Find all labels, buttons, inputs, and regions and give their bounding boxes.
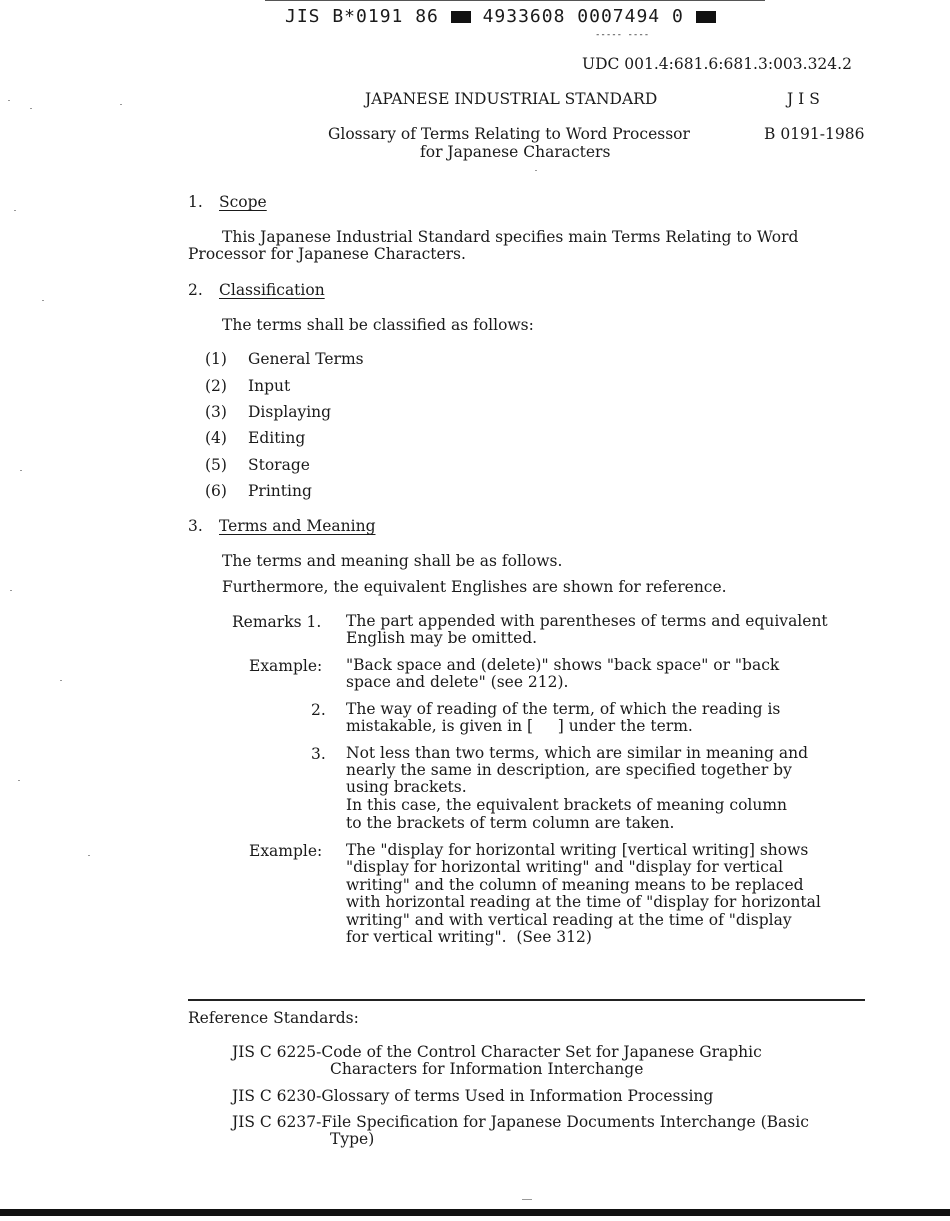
reference-item-3-line-2: Type) — [330, 1130, 375, 1148]
terms-intro-2: Furthermore, the equivalent Englishes are shown for reference. — [222, 578, 727, 596]
terms-intro-1: The terms and meaning shall be as follows. — [222, 552, 563, 570]
jis-label: J I S — [787, 90, 820, 108]
scan-speck — [30, 108, 32, 109]
classification-intro: The terms shall be classified as follows: — [222, 316, 534, 334]
code-dash: ----- ---- — [595, 30, 650, 40]
scan-speck — [42, 300, 44, 301]
scope-text-line-1: This Japanese Industrial Standard specifies main Terms Relating to Word — [222, 228, 799, 246]
scan-speck — [18, 780, 20, 781]
remark-3-line-5: to the brackets of term column are taken. — [346, 814, 675, 832]
example-2-line-3: writing" and the column of meaning means to be replaced — [346, 876, 804, 894]
reference-item-1-line-1: JIS C 6225-Code of the Control Character Set for Japanese Graphic — [232, 1043, 762, 1061]
list-item-number: (4) — [205, 429, 227, 447]
remark-1-line-2: English may be omitted. — [346, 629, 538, 647]
list-item-label: Input — [248, 377, 291, 395]
bottom-scan-bar — [0, 1209, 950, 1216]
list-item-number: (5) — [205, 456, 227, 474]
list-item-number: (2) — [205, 377, 227, 395]
list-item-number: (3) — [205, 403, 227, 421]
list-item-label: Editing — [248, 429, 306, 447]
remark-2-number: 2. — [311, 701, 326, 719]
remark-3-line-1: Not less than two terms, which are similar in meaning and — [346, 744, 808, 762]
code-line — [285, 6, 716, 27]
scan-speck — [60, 680, 62, 681]
example-1-line-2: space and delete" (see 212). — [346, 673, 569, 691]
list-item-label: General Terms — [248, 350, 364, 368]
example-2-line-6: for vertical writing". (See 312) — [346, 928, 592, 946]
code-line-part-2: 4933608 0007494 0 — [482, 6, 684, 27]
example-2-label: Example: — [249, 842, 323, 860]
remark-3-line-2: nearly the same in description, are specified together by — [346, 761, 792, 779]
remark-2-line-1: The way of reading of the term, of which the reading is — [346, 700, 781, 718]
remark-3-line-3: using brackets. — [346, 778, 467, 796]
section-2-number: 2. — [188, 281, 203, 299]
section-3-number: 3. — [188, 517, 203, 535]
section-1-title: Scope — [219, 193, 267, 211]
remark-3-line-4: In this case, the equivalent brackets of meaning column — [346, 796, 788, 814]
reference-heading: Reference Standards: — [188, 1009, 359, 1027]
list-item-label: Displaying — [248, 403, 332, 421]
example-2-line-2: "display for horizontal writing" and "display for vertical — [346, 858, 784, 876]
remark-3-number: 3. — [311, 745, 326, 763]
scan-speck — [88, 855, 90, 856]
section-2-title: Classification — [219, 281, 325, 299]
example-2-line-5: writing" and with vertical reading at the time of "display — [346, 911, 792, 929]
udc-code: UDC 001.4:681.6:681.3:003.324.2 — [582, 55, 852, 73]
example-2-line-4: with horizontal reading at the time of "display for horizontal — [346, 893, 821, 911]
scan-speck — [535, 170, 537, 171]
standard-number: B 0191-1986 — [764, 125, 865, 143]
black-block-mark — [451, 11, 471, 23]
list-item-label: Printing — [248, 482, 312, 500]
remarks-label: Remarks 1. — [232, 613, 322, 631]
scan-speck — [8, 100, 10, 101]
example-2-line-1: The "display for horizontal writing [vertical writing] shows — [346, 841, 809, 859]
remark-1-line-1: The part appended with parentheses of terms and equivalent — [346, 612, 828, 630]
section-1-number: 1. — [188, 193, 203, 211]
reference-item-1-line-2: Characters for Information Interchange — [330, 1060, 644, 1078]
example-1-label: Example: — [249, 657, 323, 675]
scope-text-line-2: Processor for Japanese Characters. — [188, 245, 466, 263]
section-3-title: Terms and Meaning — [219, 517, 376, 535]
reference-divider — [188, 999, 865, 1001]
list-item-number: (1) — [205, 350, 227, 368]
document-title-line-2: for Japanese Characters — [420, 143, 611, 161]
scan-speck — [14, 210, 16, 211]
reference-item-3-line-1: JIS C 6237-File Specification for Japanese Documents Interchange (Basic — [232, 1113, 809, 1131]
remark-2-line-2: mistakable, is given in [ ] under the term. — [346, 717, 693, 735]
black-block-mark — [696, 11, 716, 23]
scan-speck — [10, 590, 12, 591]
top-rule — [265, 0, 765, 1]
scan-speck — [120, 104, 122, 105]
document-title-line-1: Glossary of Terms Relating to Word Processor — [328, 125, 690, 143]
list-item-label: Storage — [248, 456, 310, 474]
reference-item-2: JIS C 6230-Glossary of terms Used in Information Processing — [232, 1087, 714, 1105]
example-1-line-1: "Back space and (delete)" shows "back space" or "back — [346, 656, 780, 674]
code-line-part-1: JIS B*0191 86 — [285, 6, 439, 27]
standard-title: JAPANESE INDUSTRIAL STANDARD — [365, 90, 658, 108]
list-item-number: (6) — [205, 482, 227, 500]
scan-speck — [20, 470, 22, 471]
scan-speck — [522, 1199, 532, 1200]
